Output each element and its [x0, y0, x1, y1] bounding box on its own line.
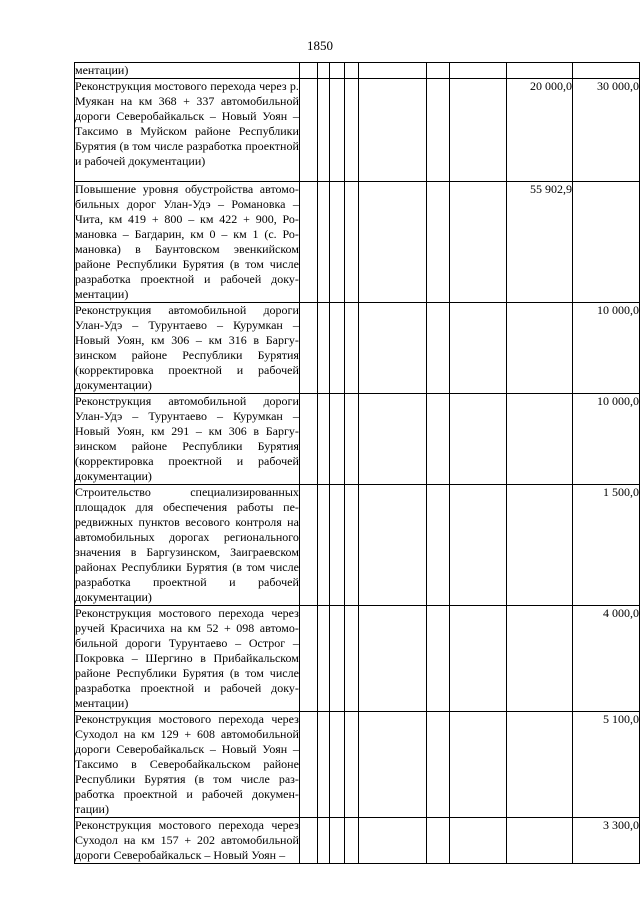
empty-cell: [329, 712, 344, 818]
table-row: [75, 79, 640, 182]
table-row: [75, 303, 640, 394]
object-name-cell: Реконструкция мостового перехода через Суходол на км 129 + 608 автомобильной дороги Северобайкальск – Новый Уоян – Таксимо в Северобайкальском районе Республики Бурятия (в том числе разработка проектной и рабочей документации): [75, 712, 299, 816]
empty-cell: [329, 182, 344, 303]
value-cell-2: 5 100,0: [573, 712, 640, 818]
table-row: [75, 606, 640, 712]
empty-cell: [449, 63, 507, 79]
empty-cell: [359, 606, 427, 712]
empty-cell: [345, 79, 359, 182]
empty-cell: [359, 63, 427, 79]
empty-cell: [449, 606, 507, 712]
empty-cell: [427, 712, 449, 818]
empty-cell: [299, 303, 317, 394]
empty-cell: [345, 818, 359, 864]
empty-cell: [318, 485, 330, 606]
empty-cell: [359, 394, 427, 485]
empty-cell: [329, 79, 344, 182]
empty-cell: [359, 485, 427, 606]
value-cell-2: 3 300,0: [573, 818, 640, 864]
empty-cell: [427, 182, 449, 303]
value-cell-1: [507, 712, 573, 818]
table-row: [75, 712, 640, 818]
object-name-cell: ментации): [75, 63, 300, 79]
empty-cell: [318, 182, 330, 303]
empty-cell: [329, 606, 344, 712]
empty-cell: [345, 485, 359, 606]
empty-cell: [299, 818, 317, 864]
empty-cell: [299, 606, 317, 712]
empty-cell: [329, 63, 344, 79]
page-number: 1850: [307, 38, 333, 53]
value-cell-2: [573, 63, 640, 79]
value-cell-1: [507, 394, 573, 485]
empty-cell: [359, 79, 427, 182]
empty-cell: [329, 818, 344, 864]
empty-cell: [427, 394, 449, 485]
empty-cell: [449, 303, 507, 394]
empty-cell: [449, 712, 507, 818]
object-name-cell: Реконструкция мостового перехода через р. Муякан на км 368 + 337 автомобильной дороги Северобайкальск – Новый Уоян –Таксимо в Муйском районе Республики Бурятия (в том числе разработка проектной и рабочей документации): [75, 79, 300, 182]
empty-cell: [299, 485, 317, 606]
empty-cell: [449, 79, 507, 182]
empty-cell: [359, 303, 427, 394]
empty-cell: [329, 485, 344, 606]
empty-cell: [359, 712, 427, 818]
empty-cell: [449, 485, 507, 606]
value-cell-1: [507, 485, 573, 606]
table-row: [75, 485, 640, 606]
value-cell-2: 4 000,0: [573, 606, 640, 712]
object-name-cell: Повышение уровня обустройства автомобильных дорог Улан-Удэ – Романовка – Чита, км 419 + 800 – км 422 + 900, Романовка – Багдарин, км 0 – км 1 (с. Романовка) в Баунтовском эвенкийском районе Республики Бурятия (в том числе разработка проектной и рабочей документации): [75, 182, 299, 301]
value-cell-1: [507, 303, 573, 394]
empty-cell: [318, 606, 330, 712]
object-name-cell: Реконструкция автомобильной дороги Улан-Удэ – Турунтаево – Курумкан – Новый Уоян, км 291 – км 306 в Баргузинском районе Республики Бурятия (корректировка проектной и рабочей документации): [75, 394, 299, 483]
empty-cell: [427, 303, 449, 394]
empty-cell: [318, 712, 330, 818]
empty-cell: [318, 303, 330, 394]
empty-cell: [299, 712, 317, 818]
empty-cell: [345, 712, 359, 818]
empty-cell: [345, 182, 359, 303]
empty-cell: [345, 63, 359, 79]
empty-cell: [345, 394, 359, 485]
empty-cell: [318, 818, 330, 864]
empty-cell: [359, 818, 427, 864]
table-row: [75, 182, 640, 303]
empty-cell: [427, 79, 449, 182]
empty-cell: [449, 818, 507, 864]
value-cell-2: [573, 182, 640, 303]
value-cell-2: 10 000,0: [573, 303, 640, 394]
empty-cell: [299, 79, 317, 182]
empty-cell: [299, 394, 317, 485]
budget-table: [74, 62, 640, 864]
value-cell-1: [507, 818, 573, 864]
empty-cell: [318, 63, 330, 79]
empty-cell: [345, 606, 359, 712]
value-cell-2: 30 000,0: [573, 79, 640, 182]
empty-cell: [427, 606, 449, 712]
empty-cell: [318, 79, 330, 182]
object-name-cell: Реконструкция мостового перехода через ручей Красичиха на км 52 + 098 автомобильной дороги Турунтаево – Острог – Покровка – Шергино в Прибайкальском районе Республики Бурятия (в том числе разработка проектной и рабочей документации): [75, 606, 299, 710]
empty-cell: [329, 303, 344, 394]
empty-cell: [449, 394, 507, 485]
table-row: [75, 63, 640, 79]
object-name-cell: Реконструкция автомобильной дороги Улан-Удэ – Турунтаево – Курумкан – Новый Уоян, км 306 – км 316 в Баргузинском районе Республики Бурятия (корректировка проектной и рабочей документации): [75, 303, 299, 392]
table-row: [75, 394, 640, 485]
empty-cell: [299, 63, 317, 79]
object-name-cell: Строительство специализированных площадок для обеспечения работы передвижных пунктов весового контроля на автомобильных дорогах регионального значения в Баргузинском, Заиграевском районах Республики Бурятия (в том числе разработка проектной и рабочей документации): [75, 485, 299, 604]
empty-cell: [318, 394, 330, 485]
empty-cell: [359, 182, 427, 303]
value-cell-1: [507, 63, 573, 79]
empty-cell: [299, 182, 317, 303]
value-cell-2: 1 500,0: [573, 485, 640, 606]
empty-cell: [427, 485, 449, 606]
value-cell-1: 20 000,0: [507, 79, 573, 182]
value-cell-2: 10 000,0: [573, 394, 640, 485]
value-cell-1: [507, 606, 573, 712]
empty-cell: [345, 303, 359, 394]
table-row: [75, 818, 640, 864]
object-name-cell: Реконструкция мостового перехода через Суходол на км 157 + 202 автомобильной дороги Северобайкальск – Новый Уоян –: [75, 818, 299, 862]
empty-cell: [449, 182, 507, 303]
empty-cell: [427, 63, 449, 79]
empty-cell: [427, 818, 449, 864]
empty-cell: [329, 394, 344, 485]
value-cell-1: 55 902,9: [507, 182, 573, 303]
